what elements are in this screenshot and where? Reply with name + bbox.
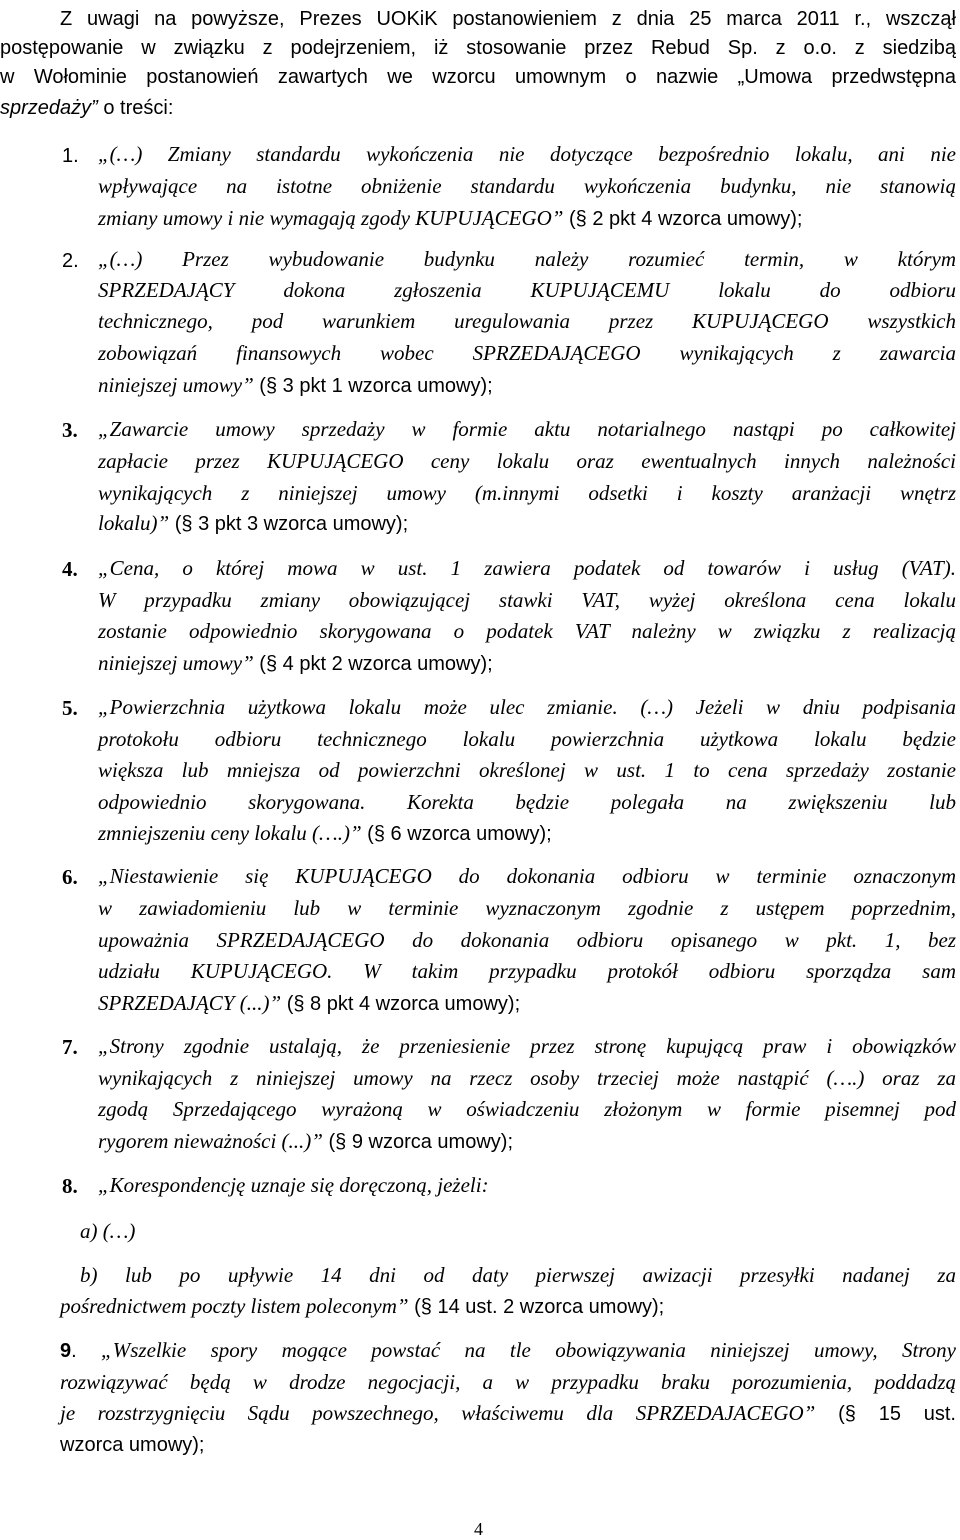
item-3-quote-end: lokalu)” [98, 511, 170, 535]
item-7-line-1: „Strony zgodnie ustalają, że przeniesienie przez stronę kupującą praw i obowiązków [98, 1034, 956, 1058]
item-3-line-2: zapłacie przez KUPUJĄCEGO ceny lokalu oraz ewentualnych innych należności [98, 449, 956, 473]
item-6-citation: (§ 8 pkt 4 wzorca umowy); [281, 993, 521, 1015]
item-4-citation: (§ 4 pkt 2 wzorca umowy); [253, 653, 493, 675]
intro-line-3-text: w Wołominie postanowień zawartych we wzorcu umownym o nazwie „Umowa przedwstępna [0, 66, 956, 88]
item-2-line-3: technicznego, pod warunkiem uregulowania przez KUPUJĄCEGO wszystkich [98, 309, 956, 333]
item-7-number: 7. [62, 1035, 78, 1059]
item-8-sub-b-line-2 [60, 1293, 664, 1320]
item-4-line-2: W przypadku zmiany obowiązującej stawki VAT, wyżej określona cena lokalu [98, 588, 956, 612]
item-3-number: 3. [62, 418, 78, 442]
item-9-line-4: wzorca umowy); [60, 1434, 205, 1456]
item-6-line-1: „Niestawienie się KUPUJĄCEGO do dokonania odbioru w terminie oznaczonym [98, 864, 956, 888]
item-2-line-5 [98, 372, 493, 399]
item-1-line-2: wpływające na istotne obniżenie standardu wykończenia budynku, nie stanowią [98, 174, 956, 198]
item-5-line-5 [98, 820, 552, 847]
item-3-line-4 [98, 510, 408, 537]
item-5-line-3: większa lub mniejsza od powierzchni określonej w ust. 1 to cena sprzedaży zostanie [98, 758, 956, 782]
item-8-line-1: „Korespondencję uznaje się doręczoną, jeżeli: [98, 1173, 489, 1197]
item-5-quote-end: zmniejszeniu ceny lokalu (….)” [98, 821, 362, 845]
intro-line-2: postępowanie w związku z podejrzeniem, iż stosowanie przez Rebud Sp. z o.o. z siedzibą [0, 37, 956, 59]
item-5-line-4: odpowiednio skorygowana. Korekta będzie polegała na zwiększeniu lub [98, 790, 956, 814]
item-3-line-3: wynikających z niniejszej umowy (m.innymi odsetki i koszty aranżacji wnętrz [98, 481, 956, 505]
item-7-line-2: wynikających z niniejszej umowy na rzecz osoby trzeciej może nastąpić (….) oraz za [98, 1066, 956, 1090]
item-7-line-3: zgodą Sprzedającego wyrażoną w oświadczeniu złożonym w formie pisemnej pod [98, 1097, 956, 1121]
item-1-line-1: „(…) Zmiany standardu wykończenia nie dotyczące bezpośrednio lokalu, ani nie [98, 142, 956, 166]
intro-line-4 [0, 94, 173, 121]
item-8-sub-b-line-1: b) lub po upływie 14 dni od daty pierwszej awizacji przesyłki nadanej za [80, 1263, 956, 1287]
item-9-line-2: rozwiązywać będą w drodze negocjacji, a w przypadku braku porozumienia, poddadzą [60, 1370, 956, 1394]
item-4-line-4 [98, 650, 493, 677]
item-4-line-1: „Cena, o której mowa w ust. 1 zawiera podatek od towarów i usług (VAT). [98, 556, 956, 580]
item-7-citation: (§ 9 wzorca umowy); [322, 1131, 514, 1153]
item-1-line-3 [98, 205, 802, 232]
item-9-citation: (§ 15 ust. [815, 1403, 956, 1425]
item-2-line-1: „(…) Przez wybudowanie budynku należy rozumieć termin, w którym [98, 247, 956, 271]
item-7-quote-end: rygorem nieważności (...)” [98, 1129, 323, 1153]
item-8-citation: (§ 14 ust. 2 wzorca umowy); [408, 1296, 665, 1318]
item-2-line-2: SPRZEDAJĄCY dokona zgłoszenia KUPUJĄCEMU lokalu do odbioru [98, 278, 956, 302]
item-4-number: 4. [62, 557, 78, 581]
intro-line-3 [0, 64, 956, 90]
item-1-number: 1. [62, 145, 79, 167]
item-1-quote-end: zmiany umowy i nie wymagają zgody KUPUJĄCEGO” [98, 206, 564, 230]
item-2-quote-end: niniejszej umowy” [98, 373, 254, 397]
item-6-quote-end: SPRZEDAJĄCY (...)” [98, 991, 282, 1015]
item-9-number-dot: . [71, 1340, 77, 1362]
item-3-line-1: „Zawarcie umowy sprzedaży w formie aktu notarialnego nastąpi po całkowitej [98, 417, 956, 441]
item-5-line-2: protokołu odbioru technicznego lokalu powierzchnia użytkowa lokalu będzie [98, 727, 956, 751]
item-5-number: 5. [62, 696, 78, 720]
item-4-line-3: zostanie odpowiednio skorygowana o podatek VAT należny w związku z realizacją [98, 619, 956, 643]
item-8-number: 8. [62, 1174, 78, 1198]
item-5-citation: (§ 6 wzorca umowy); [361, 823, 552, 845]
intro-contract-title-end: sprzedaży” [0, 97, 98, 119]
item-8-sub-a: a) (…) [80, 1219, 136, 1243]
intro-line-1: Z uwagi na powyższe, Prezes UOKiK postanowieniem z dnia 25 marca 2011 r., wszczął [60, 8, 956, 30]
item-1-citation: (§ 2 pkt 4 wzorca umowy); [563, 208, 803, 230]
item-6-line-5 [98, 990, 520, 1017]
item-8-quote-end: pośrednictwem poczty listem poleconym” [60, 1294, 409, 1318]
item-2-line-4: zobowiązań finansowych wobec SPRZEDAJĄCEGO wynikających z zawarcia [98, 341, 956, 365]
intro-line-4-rest: o treści: [97, 97, 174, 119]
item-6-line-3: upoważnia SPRZEDAJĄCEGO do dokonania odbioru opisanego w pkt. 1, bez [98, 928, 956, 952]
item-6-number: 6. [62, 865, 78, 889]
item-4-quote-end: niniejszej umowy” [98, 651, 254, 675]
item-3-citation: (§ 3 pkt 3 wzorca umowy); [169, 513, 409, 535]
item-2-number: 2. [62, 250, 79, 272]
item-9-number: 9 [60, 1340, 72, 1362]
item-9-line-3 [60, 1400, 956, 1427]
item-7-line-4 [98, 1128, 513, 1155]
item-2-citation: (§ 3 pkt 1 wzorca umowy); [253, 375, 493, 397]
item-9-quote-end: je rozstrzygnięciu Sądu powszechnego, właściwemu dla SPRZEDAJACEGO” [60, 1401, 816, 1425]
item-6-line-2: w zawiadomieniu lub w terminie wyznaczonym zgodnie z ustępem poprzednim, [98, 896, 956, 920]
item-6-line-4: udziału KUPUJĄCEGO. W takim przypadku protokół odbioru sporządza sam [98, 959, 956, 983]
item-5-line-1: „Powierzchnia użytkowa lokalu może ulec zmianie. (…) Jeżeli w dniu podpisania [98, 695, 956, 719]
item-9-line-1 [60, 1337, 956, 1364]
item-9-line-1-text: „Wszelkie spory mogące powstać na tle obowiązywania niniejszej umowy, Strony [76, 1338, 956, 1362]
page-number: 4 [474, 1519, 483, 1539]
